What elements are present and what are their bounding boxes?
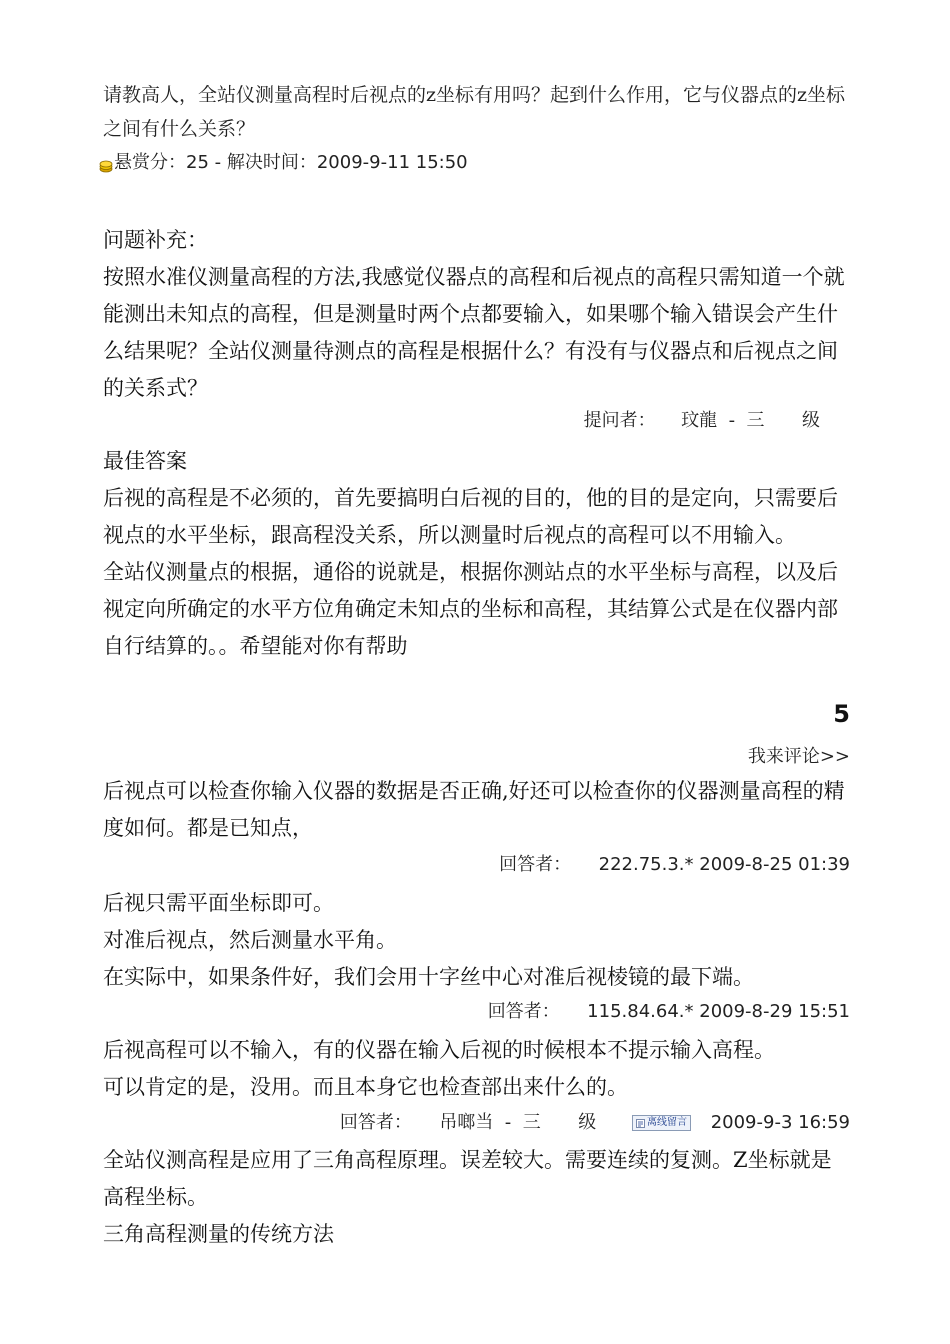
answer-2-time: 2009-8-29 15:51 xyxy=(699,1001,850,1022)
answer-3-level-b: 级 xyxy=(578,1112,597,1133)
reward-label: 悬赏分： xyxy=(114,152,186,173)
best-answer-para1: 后视的高程是不必须的，首先要搞明白后视的目的，他的目的是定向，只需要后视点的水平坐标，跟高程没关系，所以测量时后视点的高程可以不用输入。 xyxy=(103,486,838,547)
answer-2 xyxy=(103,885,850,996)
asker-level-a: 三 xyxy=(746,410,765,431)
answer-4-line2: 三角高程测量的传统方法 xyxy=(103,1222,334,1246)
answer-4 xyxy=(103,1142,850,1253)
best-answer-section xyxy=(103,443,850,665)
answer-3-label: 回答者： xyxy=(339,1112,412,1133)
score-value: 5 xyxy=(833,700,850,728)
answer-3-meta xyxy=(340,1110,850,1136)
question-title: 请教高人，全站仪测量高程时后视点的z坐标有用吗？起到什么作用，它与仪器点的z坐标之间有什么关系？ xyxy=(103,84,846,140)
answer-2-author: 115.84.64.* xyxy=(587,1001,694,1022)
comment-link[interactable]: 我来评论>> xyxy=(747,746,850,767)
answer-2-line3: 在实际中，如果条件好，我们会用十字丝中心对准后视棱镜的最下端。 xyxy=(103,965,754,989)
message-icon xyxy=(636,1119,645,1128)
answer-1-meta xyxy=(499,852,850,878)
asker-separator: - xyxy=(722,410,741,431)
reward-value: 25 xyxy=(186,152,209,173)
offline-message-label: 离线留言 xyxy=(646,1117,687,1128)
resolve-time: 2009-9-11 15:50 xyxy=(316,152,468,173)
answer-3-line2: 可以肯定的是，没用。而且本身它也检查部出来什么的。 xyxy=(103,1075,628,1099)
answer-3-time: 2009-9-3 16:59 xyxy=(710,1112,850,1133)
asker-label: 提问者： xyxy=(583,410,656,431)
offline-message-button[interactable] xyxy=(632,1115,691,1131)
resolve-label: 解决时间： xyxy=(226,152,317,173)
answer-3 xyxy=(103,1032,850,1106)
answer-2-label: 回答者： xyxy=(487,1001,560,1022)
best-answer-heading: 最佳答案 xyxy=(103,449,187,473)
answer-3-author[interactable]: 吊啷当 xyxy=(439,1112,494,1133)
answer-2-line1: 后视只需平面坐标即可。 xyxy=(103,891,334,915)
asker-name[interactable]: 玟龍 xyxy=(681,410,718,431)
answer-1-text: 后视点可以检查你输入仪器的数据是否正确,好还可以检查你的仪器测量高程的精度如何。都是已知点， xyxy=(103,779,845,840)
answer-4-text: 全站仪测高程是应用了三角高程原理。误差较大。需要连续的复测。Z坐标就是高程坐标。 xyxy=(103,1148,832,1209)
answer-3-line1: 后视高程可以不输入，有的仪器在输入后视的时候根本不提示输入高程。 xyxy=(103,1038,775,1062)
reward-separator: - xyxy=(208,152,227,173)
best-answer-para2: 全站仪测量点的根据，通俗的说就是，根据你测站点的水平坐标与高程，以及后视定向所确定的水平方位角确定未知点的坐标和高程，其结算公式是在仪器内部自行结算的。。希望能对你有帮助 xyxy=(103,560,838,658)
answer-2-meta xyxy=(488,999,850,1025)
supplement-text: 按照水准仪测量高程的方法,我感觉仪器点的高程和后视点的高程只需知道一个就能测出未知点的高程，但是测量时两个点都要输入，如果哪个输入错误会产生什么结果呢？全站仪测量待测点的高程是根据什么？有没有与仪器点和后视点之间的关系式？ xyxy=(103,265,845,400)
answer-1-label: 回答者： xyxy=(499,854,572,875)
coin-icon xyxy=(99,159,113,173)
asker-level-b: 级 xyxy=(802,410,820,431)
supplement-heading: 问题补充： xyxy=(103,228,208,252)
answer-1-time: 2009-8-25 01:39 xyxy=(699,854,850,875)
answer-1 xyxy=(103,773,850,847)
answer-3-separator: - xyxy=(499,1112,518,1133)
answer-3-level-a: 三 xyxy=(522,1112,541,1133)
answer-2-line2: 对准后视点，然后测量水平角。 xyxy=(103,928,397,952)
reward-line xyxy=(99,150,468,176)
asker-meta xyxy=(584,408,820,434)
supplement-section xyxy=(103,222,850,407)
answer-1-author: 222.75.3.* xyxy=(598,854,694,875)
